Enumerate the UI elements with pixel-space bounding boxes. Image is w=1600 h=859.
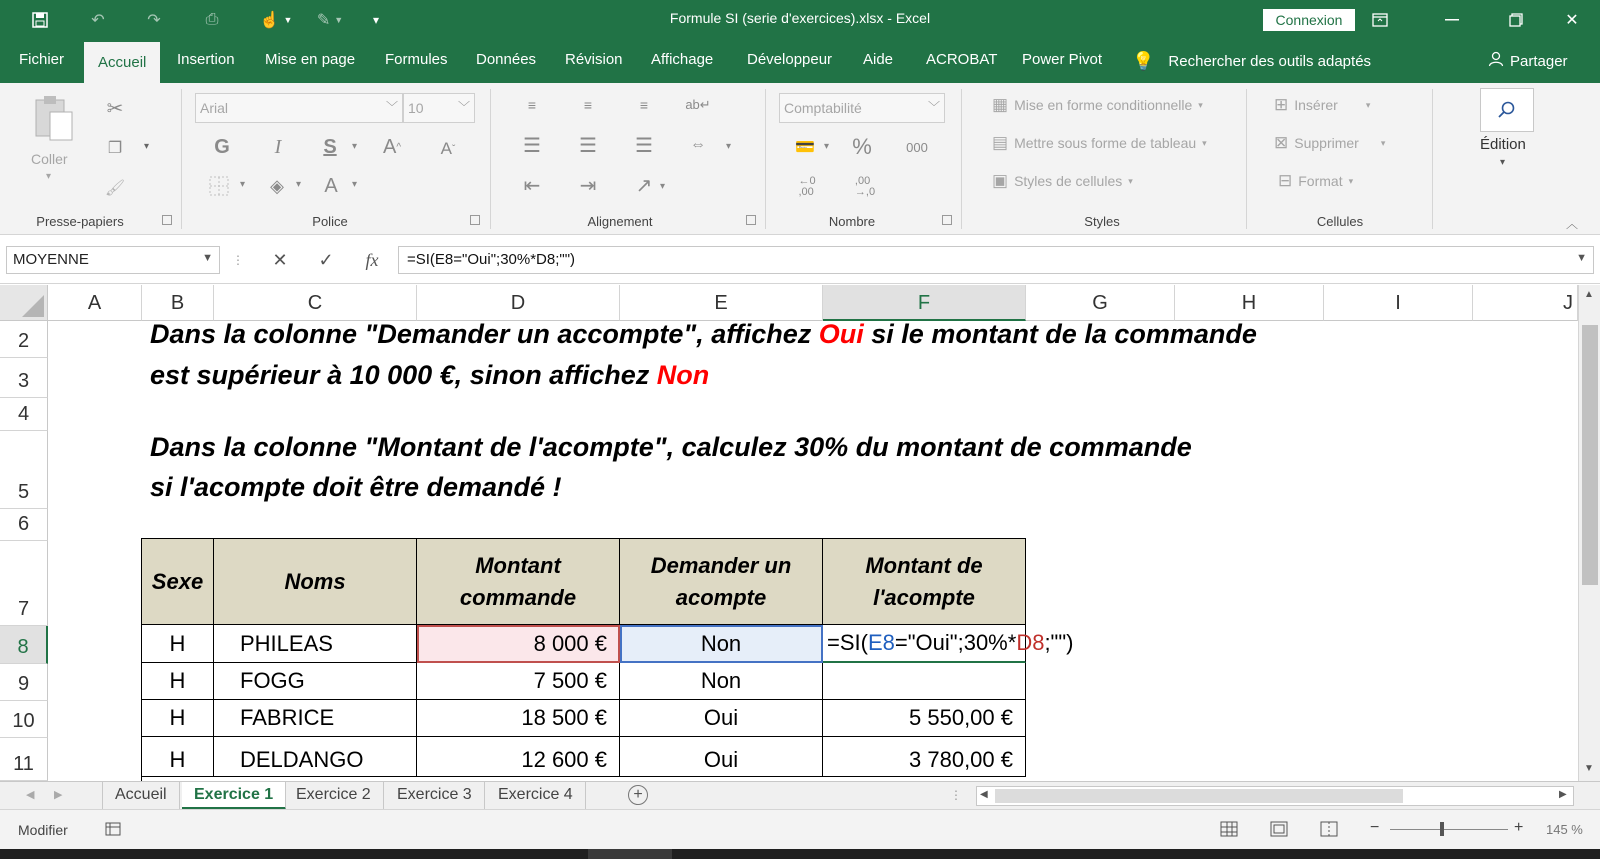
formula-text: =SI(E8="Oui";30%*D8;"") — [407, 251, 576, 268]
alignment-launcher-icon[interactable] — [746, 215, 756, 225]
tab-mise-en-page[interactable]: Mise en page — [265, 51, 356, 68]
search-icon[interactable] — [1480, 88, 1534, 132]
cut-icon[interactable]: ✂ — [106, 97, 124, 120]
column-header-f[interactable]: F — [823, 285, 1026, 321]
tab-accueil[interactable]: Accueil — [84, 42, 160, 83]
scroll-left-icon[interactable]: ◀ — [980, 789, 988, 800]
person-icon — [1488, 51, 1504, 71]
qat-menu-icon[interactable]: ▾ — [372, 13, 380, 27]
cell-c10[interactable]: FABRICE — [214, 700, 417, 737]
alignment-group-label: Alignement — [587, 214, 653, 229]
column-header-g[interactable]: G — [1026, 285, 1175, 321]
title-bar — [0, 0, 1600, 40]
worksheet-grid — [0, 285, 1600, 781]
sheet-tab-accueil[interactable]: Accueil — [102, 782, 180, 810]
merge-center-icon[interactable]: ⇔ — [690, 136, 706, 153]
format-painter-icon[interactable]: 🖌 — [104, 180, 126, 197]
increase-indent-icon[interactable]: ⇥ — [579, 174, 597, 197]
tab-power-pivot[interactable]: Power Pivot — [1022, 51, 1103, 68]
align-top-icon[interactable]: ≡ — [527, 97, 537, 113]
thousands-icon[interactable]: 000 — [906, 139, 928, 155]
tab-revision[interactable]: Révision — [565, 51, 623, 68]
header-demander-acompte: Demander un acompte — [620, 539, 823, 625]
tab-insertion[interactable]: Insertion — [177, 51, 235, 68]
search-tab-label: Rechercher des outils adaptés — [1168, 53, 1372, 70]
styles-group-label: Styles — [1084, 214, 1120, 229]
zoom-level[interactable]: 145 % — [1546, 822, 1583, 837]
font-launcher-icon[interactable] — [470, 215, 480, 225]
print-preview-icon[interactable]: ⎙ — [205, 11, 219, 28]
number-format-value: Comptabilité — [784, 100, 862, 116]
font-color-icon[interactable]: A — [324, 174, 338, 197]
row-header-4[interactable]: 4 — [0, 398, 48, 431]
cell-e10[interactable]: Oui — [620, 700, 823, 737]
ribbon-display-icon[interactable] — [1352, 0, 1408, 40]
ribbon — [0, 83, 1600, 235]
sheet-tab-exercice-1[interactable]: Exercice 1 — [182, 782, 286, 810]
merge-dropdown-icon[interactable]: ▾ — [726, 141, 732, 152]
page-layout-icon[interactable] — [1270, 821, 1288, 842]
tab-formules[interactable]: Formules — [385, 51, 448, 68]
column-header-h[interactable]: H — [1175, 285, 1324, 321]
horizontal-scroll-thumb[interactable] — [995, 789, 1403, 803]
connexion-button[interactable]: Connexion — [1263, 9, 1355, 31]
add-sheet-icon[interactable]: + — [628, 785, 648, 805]
column-header-d[interactable]: D — [417, 285, 620, 321]
group-separator — [490, 89, 491, 229]
align-left-icon[interactable]: ☰ — [523, 134, 541, 157]
group-separator — [1246, 89, 1247, 229]
taskbar-item[interactable] — [588, 849, 672, 859]
decrease-font-icon[interactable]: A ˇ — [440, 139, 456, 158]
cell-f9[interactable] — [823, 663, 1026, 700]
cell-b8[interactable]: H — [142, 625, 214, 663]
instruction-line-3: Dans la colonne "Montant de l'acompte", calculez 30% du montant de commande — [150, 432, 1192, 462]
conditional-format-label: Mise en forme conditionnelle — [1014, 97, 1193, 113]
customize-icon[interactable]: ✎ ▼ — [316, 12, 344, 29]
column-header-b[interactable]: B — [142, 285, 214, 321]
formula-part: ;"") — [1044, 630, 1074, 655]
scroll-down-icon[interactable]: ▼ — [1584, 763, 1594, 774]
format-as-table-button[interactable] — [992, 133, 1207, 153]
cell-d9[interactable]: 7 500 € — [417, 663, 620, 700]
currency-icon[interactable]: 💳 — [795, 139, 815, 156]
column-header-e[interactable]: E — [620, 285, 823, 321]
cell-d10[interactable]: 18 500 € — [417, 700, 620, 737]
insert-function-icon[interactable]: fx — [365, 249, 379, 270]
header-sexe: Sexe — [142, 539, 214, 625]
scroll-right-icon[interactable]: ▶ — [1559, 789, 1567, 800]
vertical-scroll-thumb[interactable] — [1582, 325, 1598, 585]
font-name-select[interactable] — [195, 93, 403, 123]
cell-c9[interactable]: FOGG — [214, 663, 417, 700]
expand-formula-icon[interactable]: ▼ — [1576, 252, 1587, 264]
font-size-select[interactable] — [403, 93, 475, 123]
increase-decimal-icon[interactable]: ←0 ,00 — [798, 175, 816, 198]
align-center-icon[interactable]: ☰ — [579, 134, 597, 157]
status-bar — [0, 809, 1600, 849]
font-size-value: 10 — [408, 100, 424, 116]
fill-color-icon[interactable]: ◈ — [270, 175, 284, 196]
font-color-dropdown-icon[interactable]: ▾ — [352, 179, 358, 190]
cell-d11[interactable]: 12 600 € — [417, 737, 620, 777]
column-header-c[interactable]: C — [214, 285, 417, 321]
conditional-format-button[interactable] — [992, 95, 1203, 115]
orientation-icon[interactable]: ↗ — [635, 174, 653, 197]
close-icon[interactable]: ✕ — [1565, 12, 1579, 29]
status-mode: Modifier — [18, 822, 68, 838]
chevron-down-icon: ▾ — [1198, 99, 1203, 110]
share-button[interactable] — [1488, 51, 1568, 71]
number-launcher-icon[interactable] — [942, 215, 952, 225]
macro-record-icon[interactable] — [104, 820, 122, 843]
format-cells-label: Format — [1298, 173, 1343, 189]
zoom-slider-thumb[interactable] — [1440, 822, 1444, 836]
select-all-button[interactable] — [0, 285, 48, 321]
table-icon: ▤ — [992, 133, 1009, 152]
cell-f10[interactable]: 5 550,00 € — [823, 700, 1026, 737]
cell-styles-label: Styles de cellules — [1014, 173, 1123, 189]
group-separator — [765, 89, 766, 229]
font-name-value: Arial — [200, 100, 229, 116]
increase-font-icon[interactable]: A ^ — [382, 135, 402, 158]
instruction-oui: Oui — [818, 319, 864, 349]
formula-part: ="Oui";30%* — [894, 630, 1017, 655]
instruction-text: si le montant de la commande — [863, 319, 1257, 349]
sheet-tab-exercice-2[interactable]: Exercice 2 — [284, 782, 384, 810]
cells-group-label: Cellules — [1316, 214, 1364, 229]
align-right-icon[interactable]: ☰ — [635, 134, 653, 157]
instruction-line-4: si l'acompte doit être demandé ! — [150, 472, 562, 502]
name-box-value: MOYENNE — [13, 251, 89, 268]
number-group-label: Nombre — [828, 214, 876, 229]
bold-icon[interactable]: G — [214, 135, 230, 158]
sheet-tab-exercice-3[interactable]: Exercice 3 — [385, 782, 485, 810]
instruction-line-2 — [150, 360, 709, 391]
copy-dropdown-icon[interactable]: ▾ — [144, 141, 150, 152]
tab-developpeur[interactable]: Développeur — [747, 51, 833, 68]
formula-ref-e8: E8 — [867, 630, 895, 655]
horizontal-scrollbar[interactable] — [976, 786, 1574, 806]
prev-sheet-icon[interactable]: ◀ — [26, 789, 35, 801]
tab-fichier[interactable]: Fichier — [19, 51, 65, 68]
borders-icon[interactable] — [206, 173, 232, 199]
touch-mode-icon[interactable]: ☝ ▼ — [259, 12, 293, 29]
minimize-icon[interactable] — [1424, 0, 1480, 40]
group-separator — [181, 89, 182, 229]
borders-dropdown-icon[interactable]: ▾ — [240, 179, 246, 190]
row-header-9[interactable]: 9 — [0, 664, 48, 701]
sheet-tab-exercice-4[interactable]: Exercice 4 — [486, 782, 586, 810]
cell-styles-icon: ▣ — [992, 171, 1009, 190]
chevron-down-icon: ▾ — [1348, 175, 1354, 186]
group-separator — [1432, 89, 1433, 229]
scroll-up-icon[interactable]: ▲ — [1584, 289, 1594, 300]
formula-bar — [0, 236, 1600, 284]
paste-dropdown-icon[interactable]: ▾ — [46, 171, 52, 182]
cell-f8-editing[interactable] — [823, 625, 1074, 663]
sheet-tab-bar — [0, 781, 1600, 809]
row-header-11[interactable]: 11 — [0, 738, 48, 781]
cell-b10[interactable]: H — [142, 700, 214, 737]
underline-dropdown-icon[interactable]: ▾ — [352, 141, 358, 152]
zoom-out-icon[interactable]: − — [1370, 819, 1380, 836]
page-break-icon[interactable] — [1320, 821, 1338, 842]
chevron-down-icon: ﹀ — [385, 100, 398, 114]
chevron-down-icon: ﹀ — [457, 100, 470, 114]
orientation-dropdown-icon[interactable]: ▾ — [660, 181, 666, 192]
align-bottom-icon[interactable]: ≡ — [639, 97, 649, 113]
undo-icon[interactable]: ↶ — [91, 12, 105, 29]
insert-cells-label: Insérer — [1294, 97, 1338, 113]
conditional-format-icon: ▦ — [992, 95, 1009, 114]
chevron-down-icon: ﹀ — [927, 100, 940, 114]
cell-styles-button[interactable] — [992, 171, 1133, 191]
lightbulb-icon: 💡 — [1132, 51, 1155, 71]
cell-e11[interactable]: Oui — [620, 737, 823, 777]
currency-dropdown-icon[interactable]: ▾ — [824, 141, 830, 152]
cell-c11[interactable]: DELDANGO — [214, 737, 417, 777]
ribbon-tabs — [0, 40, 1600, 83]
column-header-j[interactable]: J — [1473, 285, 1578, 321]
cell-e8[interactable]: Non — [620, 625, 823, 663]
format-cells-button[interactable] — [1278, 171, 1353, 191]
instruction-non: Non — [656, 360, 710, 390]
row-header-5[interactable]: 5 — [0, 431, 48, 509]
search-tab[interactable] — [1132, 51, 1371, 72]
italic-icon[interactable]: I — [274, 135, 282, 158]
group-separator — [961, 89, 962, 229]
window-title: Formule SI (serie d'exercices).xlsx - Excel — [669, 10, 931, 26]
zoom-in-icon[interactable]: + — [1514, 819, 1524, 836]
clipboard-group-label: Presse-papiers — [36, 214, 124, 229]
editing-dropdown-icon[interactable]: ▾ — [1500, 157, 1506, 168]
zoom-slider[interactable] — [1390, 829, 1508, 830]
column-header-i[interactable]: I — [1324, 285, 1473, 321]
taskbar-strip — [0, 849, 1600, 859]
formula-bar-grip-icon: ⋮ — [232, 253, 244, 267]
insert-cells-button[interactable] — [1274, 95, 1370, 115]
row-header-7[interactable]: 7 — [0, 541, 48, 626]
cell-f11[interactable]: 3 780,00 € — [823, 737, 1026, 777]
delete-cells-icon: ⊠ — [1274, 133, 1289, 152]
vertical-scrollbar[interactable] — [1578, 285, 1600, 781]
font-group-label: Police — [312, 214, 348, 229]
delete-cells-label: Supprimer — [1294, 135, 1359, 151]
copy-icon[interactable]: ❐ — [107, 140, 123, 157]
row-header-6[interactable]: 6 — [0, 509, 48, 541]
wrap-text-icon[interactable]: ab↵ — [685, 97, 711, 112]
header-montant-commande: Montant commande — [417, 539, 620, 625]
align-middle-icon[interactable]: ≡ — [583, 97, 593, 113]
chevron-down-icon: ▾ — [1365, 99, 1371, 110]
cancel-entry-icon[interactable]: ✕ — [272, 249, 288, 270]
formula-part: =SI( — [827, 630, 868, 655]
formula-input[interactable] — [398, 246, 1594, 274]
fill-dropdown-icon[interactable]: ▾ — [296, 179, 302, 190]
redo-icon[interactable]: ↷ — [147, 12, 161, 29]
header-montant-acompte: Montant de l'acompte — [823, 539, 1026, 625]
tab-affichage[interactable]: Affichage — [651, 51, 714, 68]
cell-b11[interactable]: H — [142, 737, 214, 777]
tab-acrobat[interactable]: ACROBAT — [926, 51, 998, 68]
underline-icon[interactable]: S — [323, 135, 337, 158]
share-label: Partager — [1510, 52, 1568, 70]
cell-d8[interactable]: 8 000 € — [417, 625, 620, 663]
confirm-entry-icon[interactable]: ✓ — [318, 249, 334, 270]
number-format-select[interactable] — [779, 93, 945, 123]
normal-view-icon[interactable] — [1220, 821, 1238, 842]
delete-cells-button[interactable] — [1274, 133, 1385, 153]
chevron-down-icon: ▾ — [1380, 137, 1386, 148]
tab-aide[interactable]: Aide — [863, 51, 894, 68]
percent-icon[interactable]: % — [852, 134, 872, 159]
paste-label[interactable]: Coller — [31, 151, 68, 167]
header-noms: Noms — [214, 539, 417, 625]
instruction-text: Dans la colonne "Demander un accompte", affichez — [150, 319, 819, 349]
chevron-down-icon: ▾ — [1202, 137, 1207, 148]
name-box[interactable] — [6, 246, 220, 274]
row-header-2[interactable]: 2 — [0, 321, 48, 358]
cell-b9[interactable]: H — [142, 663, 214, 700]
save-icon[interactable] — [28, 6, 52, 34]
collapse-ribbon-icon[interactable]: ︿ — [1566, 217, 1579, 231]
instruction-line-1 — [150, 319, 1257, 350]
format-cells-icon: ⊟ — [1278, 171, 1293, 190]
tab-split-grip-icon[interactable]: ⋮ — [950, 788, 962, 802]
restore-icon[interactable] — [1488, 0, 1544, 40]
next-sheet-icon[interactable]: ▶ — [54, 789, 63, 801]
editing-label[interactable]: Édition — [1480, 136, 1526, 153]
formula-ref-d8: D8 — [1016, 630, 1045, 655]
row-header-3[interactable]: 3 — [0, 358, 48, 398]
format-as-table-label: Mettre sous forme de tableau — [1014, 135, 1197, 151]
paste-icon[interactable] — [30, 93, 78, 143]
instruction-text: est supérieur à 10 000 €, sinon affichez — [150, 360, 657, 390]
chevron-down-icon: ▾ — [1128, 175, 1133, 186]
decrease-decimal-icon[interactable]: ,00 →,0 — [854, 175, 876, 198]
decrease-indent-icon[interactable]: ⇤ — [523, 174, 541, 197]
cell-c8[interactable]: PHILEAS — [214, 625, 417, 663]
cell-e9[interactable]: Non — [620, 663, 823, 700]
column-header-a[interactable]: A — [48, 285, 142, 321]
clipboard-launcher-icon[interactable] — [162, 215, 172, 225]
insert-cells-icon: ⊞ — [1274, 95, 1289, 114]
tab-donnees[interactable]: Données — [476, 51, 537, 68]
row-header-8[interactable]: 8 — [0, 626, 48, 664]
chevron-down-icon: ▼ — [202, 252, 213, 264]
row-header-10[interactable]: 10 — [0, 701, 48, 738]
